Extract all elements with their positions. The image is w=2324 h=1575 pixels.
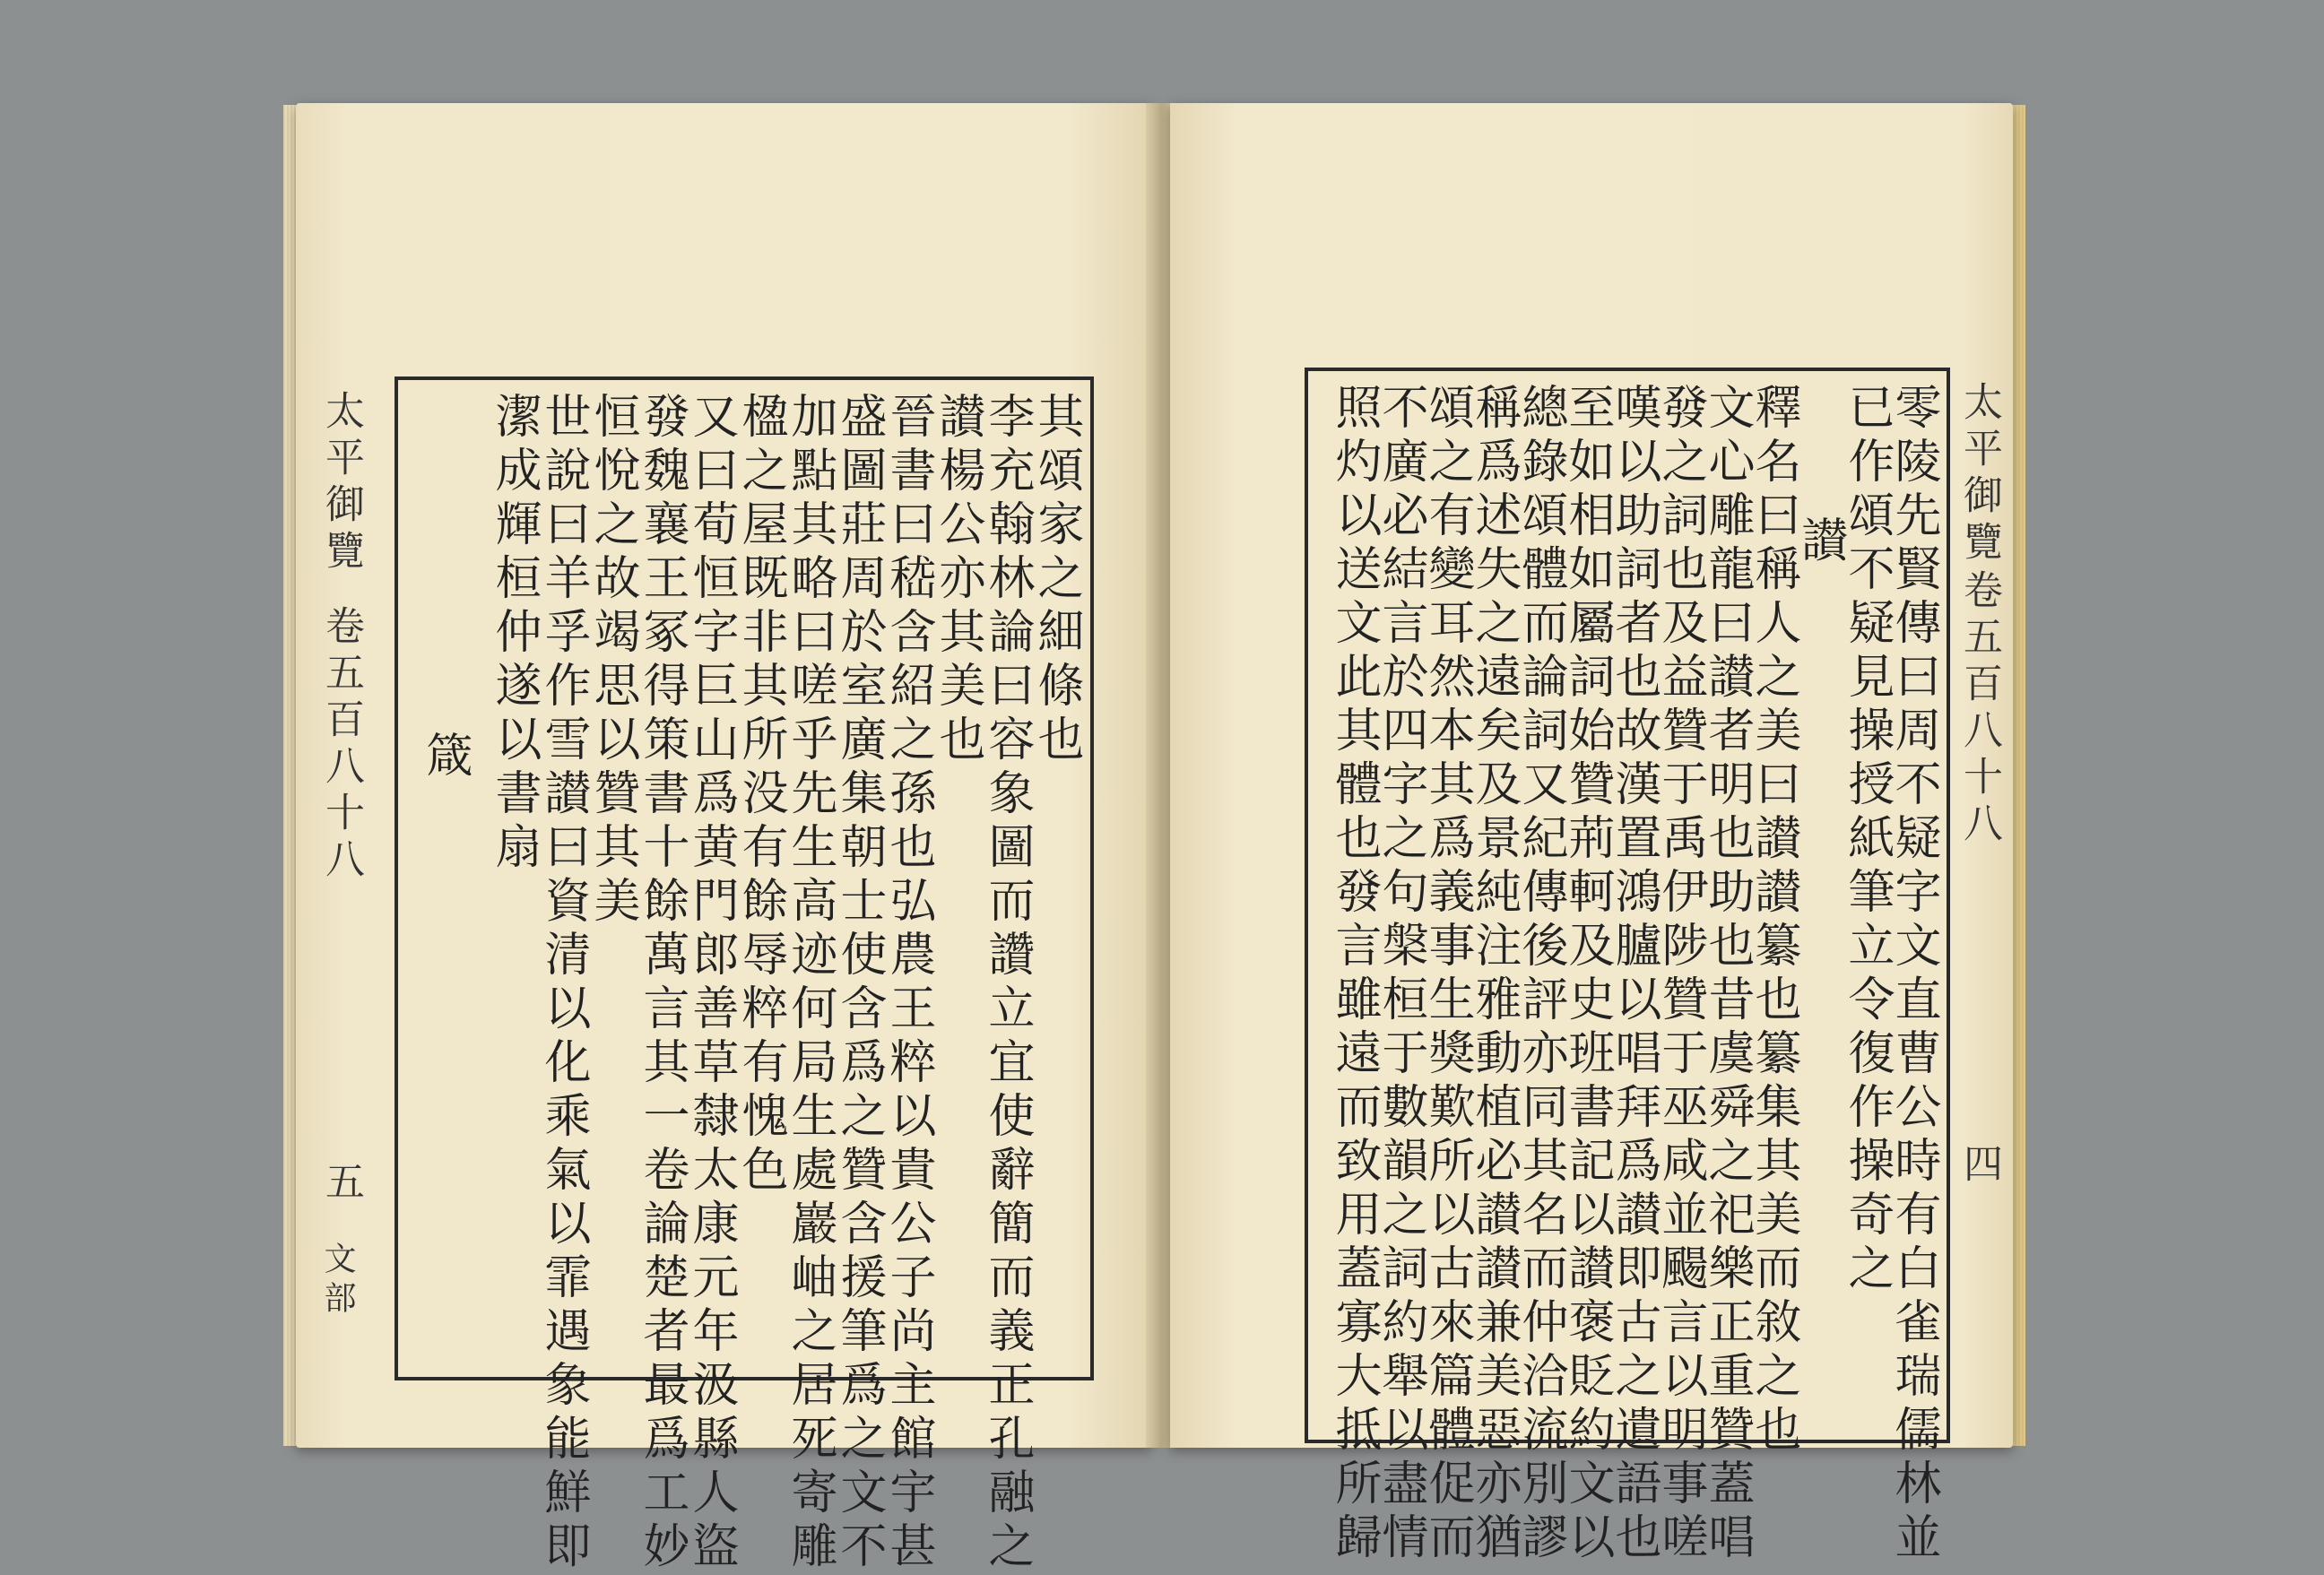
left-column-10: 恒悅之故竭思以贊其美	[585, 392, 639, 930]
left-column-7: 楹之屋既非其所没有餘辱粹有愧色	[733, 392, 787, 1199]
left-column-11: 世說曰羊孚作雪讃曰資清以化乘氣以霏遇象能鮮即	[536, 392, 590, 1575]
left-column-4: 晉書曰嵇含紹之孫也弘農王粹以貴公子尚主館宇甚	[881, 392, 935, 1575]
left-margin-section: 文部	[319, 1242, 356, 1320]
left-column-3: 讃楊公亦其美也	[931, 392, 984, 768]
right-column-1: 零陵先賢傳曰周不疑字文直曹公時有白雀瑞儒林並	[1886, 383, 1940, 1566]
open-book	[296, 94, 2026, 1575]
right-column-10: 稱爲述失之遠矣及景純注雅動植必讃讃兼美惡亦猶	[1467, 383, 1521, 1566]
right-column-11: 頌之有變耳然本其爲義事生獎歎所以古來篇體促而	[1420, 383, 1474, 1566]
right-column-5: 文心雕龍曰讃者明也助也昔虞舜之祀樂正重贊蓋唱	[1700, 383, 1754, 1566]
right-margin-page-number: 四	[1956, 1143, 2002, 1190]
right-column-7: 嘆以助詞者也故漢置鴻臚以唱拜爲讃即古之遺語也	[1607, 383, 1661, 1566]
right-margin-volume: 卷五百八十八	[1956, 569, 2002, 849]
left-margin-volume: 卷五百八十八	[318, 605, 364, 885]
left-column-1: 其頌家之細條也	[1029, 392, 1083, 768]
right-column-4: 釋名曰稱人之美曰讃讃纂也纂集其美而敘之也	[1747, 383, 1800, 1458]
left-margin-title: 太平御覽	[318, 390, 364, 576]
left-column-12: 潔成輝桓仲遂以書扇	[487, 392, 541, 876]
left-column-9: 發魏襄王冢得策書十餘萬言其一卷論楚者最爲工妙	[635, 392, 689, 1575]
left-column-2: 李充翰林論曰容象圖而讚立宜使辭簡而義正孔融之	[980, 392, 1034, 1575]
left-column-13: 箴	[418, 731, 472, 784]
right-column-3: 讃	[1793, 515, 1847, 569]
left-page-edge	[283, 105, 296, 1446]
left-margin-page-number: 五	[318, 1161, 364, 1207]
left-column-8: 又曰荀恒字巨山爲黄門郎善草隸太康元年汲縣人盜	[684, 392, 738, 1575]
left-column-5: 盛圖莊周於室廣集朝士使含爲之贊含援筆爲之文不	[832, 392, 886, 1575]
right-margin-title: 太平御覽	[1956, 381, 2002, 567]
right-column-2: 已作頌不疑見操授紙筆立令復作操奇之	[1840, 383, 1894, 1297]
right-page-edge	[2013, 105, 2025, 1446]
right-column-9: 總錄頌體而論詞又紀傳後評亦同其名而仲洽流別謬	[1513, 383, 1567, 1566]
right-column-8: 至如相如屬詞始贊荊軻及史班書記以讃褒貶約文以	[1560, 383, 1614, 1566]
left-page	[296, 103, 1152, 1575]
left-column-6: 加點其略曰嗟乎先生高迹何局生處巖岫之居死寄雕	[783, 392, 837, 1575]
right-column-13: 照灼以送文此其體也發言雖遠而致用蓋寡大抵所歸	[1327, 383, 1381, 1566]
right-column-6: 發之詞也及益贊于禹伊陟贊于巫咸並颺言以明事嗟	[1653, 383, 1707, 1566]
right-column-12: 不廣必結言於四字之句槃桓于數韻之詞約舉以盡情	[1374, 383, 1427, 1566]
